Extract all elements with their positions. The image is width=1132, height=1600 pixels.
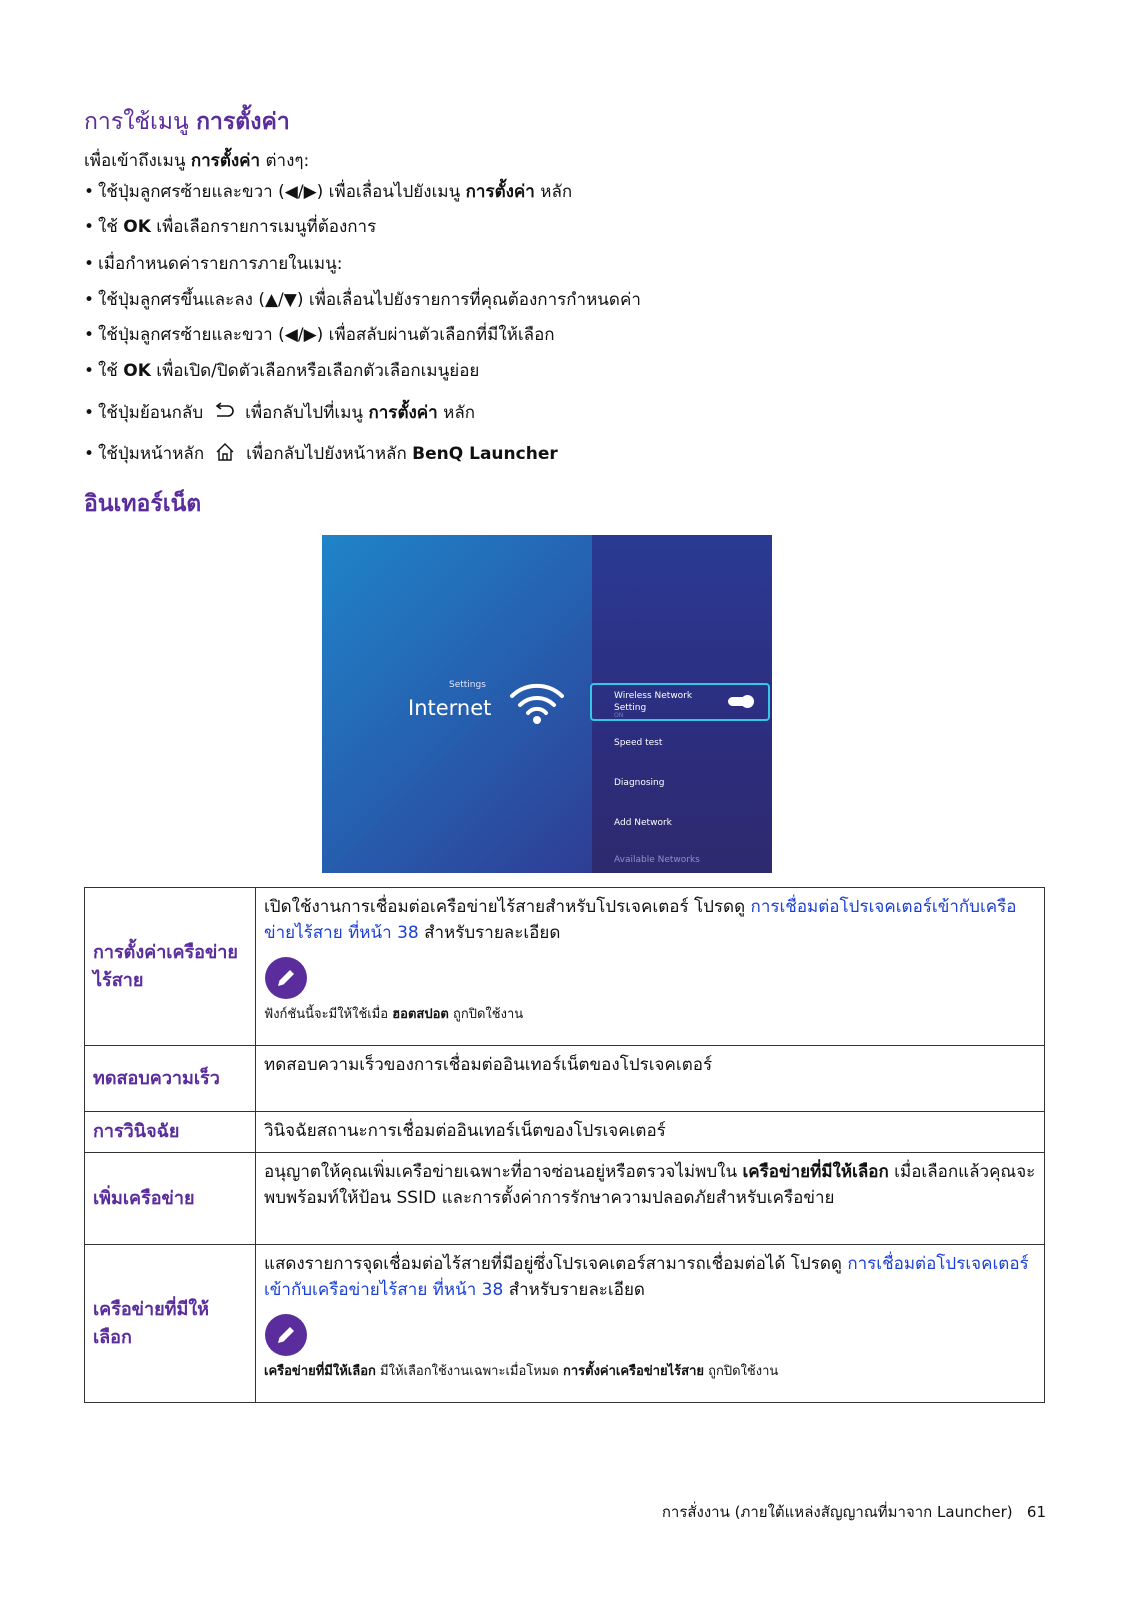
section-title-settings-menu	[84, 104, 290, 140]
bullet-text: ใช้	[98, 361, 124, 381]
desc-text: สำหรับรายละเอียด	[503, 1280, 645, 1300]
bullet-bold: การตั้งค่า	[368, 403, 438, 423]
note-plain: มีให้เลือกใช้งานเฉพาะเมื่อโหมด	[375, 1364, 563, 1379]
page-number: 61	[1026, 1503, 1046, 1521]
title-plain: การใช้เมนู	[84, 109, 197, 135]
wireless-line1: Wireless Network	[614, 691, 693, 701]
bullet-bold: การตั้งค่า	[465, 182, 535, 202]
menu-item-speed-test[interactable]: Speed test	[614, 738, 663, 748]
bullet-item: • ใช้ปุ่มลูกศรซ้ายและขวา (◀/▶) เพื่อสลับผ่านตัวเลือกที่มีให้เลือก	[84, 325, 555, 345]
wireless-line2: Setting	[614, 703, 647, 713]
home-icon	[214, 442, 236, 462]
title-bold: การตั้งค่า	[196, 109, 290, 135]
toggle-knob	[741, 695, 754, 708]
note-bold: ฮอตสปอต	[392, 1007, 449, 1022]
note-pencil-icon	[264, 956, 308, 1000]
intro-bold: การตั้งค่า	[190, 151, 261, 171]
bullet-item: • ใช้ OK เพื่อเปิด/ปิดตัวเลือกหรือเลือกตัวเลือกเมนูย่อย	[84, 361, 480, 381]
row-head: เครือข่ายที่มีให้เลือก	[85, 1245, 256, 1403]
bullet-text: เพื่อเลือกรายการเมนูที่ต้องการ	[150, 217, 377, 237]
bullet-text: หลัก	[534, 182, 573, 202]
row-desc: วินิจฉัยสถานะการเชื่อมต่ออินเทอร์เน็ตของโปรเจคเตอร์	[256, 1112, 1045, 1153]
wireless-state: ON	[614, 712, 624, 719]
note-bold: การตั้งค่าเครือข่ายไร้สาย	[562, 1364, 705, 1379]
desc-text: อนุญาตให้คุณเพิ่มเครือข่ายเฉพาะที่อาจซ่อนอยู่หรือตรวจไม่พบใน	[264, 1162, 743, 1182]
intro-text	[84, 147, 309, 174]
note-bold: เครือข่ายที่มีให้เลือก	[264, 1364, 376, 1379]
internet-title: Internet	[408, 696, 492, 720]
table-row	[85, 888, 1045, 1046]
section-title-internet: อินเทอร์เน็ต	[84, 491, 202, 517]
bullet-text: เพื่อเปิด/ปิดตัวเลือกหรือเลือกตัวเลือกเมนูย่อย	[150, 361, 480, 381]
bullet-item: • ใช้ OK เพื่อเลือกรายการเมนูที่ต้องการ	[84, 217, 377, 237]
table-row	[85, 1153, 1045, 1245]
footer-text: การสั่งงาน (ภายใต้แหล่งสัญญาณที่มาจาก Launcher)	[661, 1503, 1013, 1521]
note-plain: ฟังก์ชันนี้จะมีให้ใช้เมื่อ	[264, 1007, 393, 1022]
bullet-text: ใช้	[98, 217, 124, 237]
note-text	[264, 1363, 1036, 1381]
row-head: ทดสอบความเร็ว	[85, 1046, 256, 1112]
bullet-item: • ใช้ปุ่มย้อนกลับ เพื่อกลับไปที่เมนู การตั้งค่า หลัก	[84, 403, 476, 423]
desc-text: เมื่อเลือกแล้วคุณจะพบพร้อมท์ให้ป้อน SSID และการตั้งค่าการรักษาความปลอดภัยสำหรับเครือข่าย	[264, 1162, 1036, 1208]
menu-item-add-network[interactable]: Add Network	[614, 818, 672, 828]
row-head: เพิ่มเครือข่าย	[85, 1153, 256, 1245]
bullet-text: เมื่อกำหนดค่ารายการภายในเมนู:	[98, 254, 343, 274]
table-row	[85, 1245, 1045, 1403]
desc-text: สำหรับรายละเอียด	[418, 923, 561, 943]
desc-text: เปิดใช้งานการเชื่อมต่อเครือข่ายไร้สายสำหรับโปรเจคเตอร์ โปรดดู	[264, 897, 751, 917]
back-icon	[213, 401, 235, 421]
bullet-text: เพื่อกลับไปยังหน้าหลัก	[246, 444, 413, 464]
bullet-text: ใช้ปุ่มหน้าหลัก	[98, 444, 205, 464]
row-head: การวินิจฉัย	[85, 1112, 256, 1153]
bullet-text: เพื่อกลับไปที่เมนู	[245, 403, 369, 423]
bullet-text: ใช้ปุ่มย้อนกลับ	[98, 403, 204, 423]
row-head: การตั้งค่าเครือข่ายไร้สาย	[85, 888, 256, 1046]
bullet-item: • เมื่อกำหนดค่ารายการภายในเมนู:	[84, 254, 343, 274]
page-footer	[662, 1500, 1046, 1524]
desc-text: แสดงรายการจุดเชื่อมต่อไร้สายที่มีอยู่ซึ่งโปรเจคเตอร์สามารถเชื่อมต่อได้ โปรดดู	[264, 1254, 848, 1274]
bullet-bold: BenQ Launcher	[412, 444, 558, 464]
table-row	[85, 1112, 1045, 1153]
bullet-text: ใช้ปุ่มลูกศรซ้ายและขวา (◀/▶) เพื่อเลื่อนไปยังเมนู	[98, 182, 466, 202]
menu-item-diagnosing[interactable]: Diagnosing	[614, 778, 665, 788]
desc-bold: เครือข่ายที่มีให้เลือก	[742, 1162, 889, 1182]
table-row	[85, 1046, 1045, 1112]
note-plain: ถูกปิดใช้งาน	[448, 1007, 524, 1022]
bullet-bold: OK	[123, 217, 151, 237]
menu-item-available-networks[interactable]: Available Networks	[614, 855, 700, 865]
row-desc	[256, 1153, 1045, 1245]
bullet-text: หลัก	[437, 403, 476, 423]
bullet-item: • ใช้ปุ่มลูกศรซ้ายและขวา (◀/▶) เพื่อเลื่อนไปยังเมนู การตั้งค่า หลัก	[84, 182, 573, 202]
settings-label: Settings	[449, 680, 486, 690]
intro-plain: เพื่อเข้าถึงเมนู	[84, 151, 191, 171]
row-desc: ทดสอบความเร็วของการเชื่อมต่ออินเทอร์เน็ตของโปรเจคเตอร์	[256, 1046, 1045, 1112]
note-pencil-icon	[264, 1313, 308, 1357]
bullet-text: ใช้ปุ่มลูกศรขึ้นและลง (▲/▼) เพื่อเลื่อนไปยังรายการที่คุณต้องการกำหนดค่า	[98, 290, 641, 310]
bullet-text: ใช้ปุ่มลูกศรซ้ายและขวา (◀/▶) เพื่อสลับผ่านตัวเลือกที่มีให้เลือก	[98, 325, 555, 345]
row-desc	[256, 888, 1045, 1046]
wireless-network-label	[614, 690, 692, 714]
bullet-bold: OK	[123, 361, 151, 381]
intro-end: ต่างๆ:	[260, 151, 310, 171]
bullet-item: • ใช้ปุ่มหน้าหลัก เพื่อกลับไปยังหน้าหลัก BenQ Launcher	[84, 444, 558, 464]
wifi-icon	[508, 678, 566, 726]
note-text	[264, 1006, 1036, 1024]
wireless-toggle[interactable]	[728, 697, 752, 706]
row-desc	[256, 1245, 1045, 1403]
internet-settings-screenshot	[322, 535, 772, 873]
link-connect-wireless[interactable]: การเชื่อมต่อโปรเจคเตอร์เข้ากับเครือข่ายไร้สาย ที่หน้า 38	[264, 1254, 1029, 1300]
note-plain: ถูกปิดใช้งาน	[704, 1364, 779, 1379]
internet-settings-table	[84, 887, 1045, 1403]
link-connect-wireless[interactable]: การเชื่อมต่อโปรเจคเตอร์เข้ากับเครือข่ายไร้สาย ที่หน้า 38	[264, 897, 1017, 943]
bullet-item: • ใช้ปุ่มลูกศรขึ้นและลง (▲/▼) เพื่อเลื่อนไปยังรายการที่คุณต้องการกำหนดค่า	[84, 290, 641, 310]
